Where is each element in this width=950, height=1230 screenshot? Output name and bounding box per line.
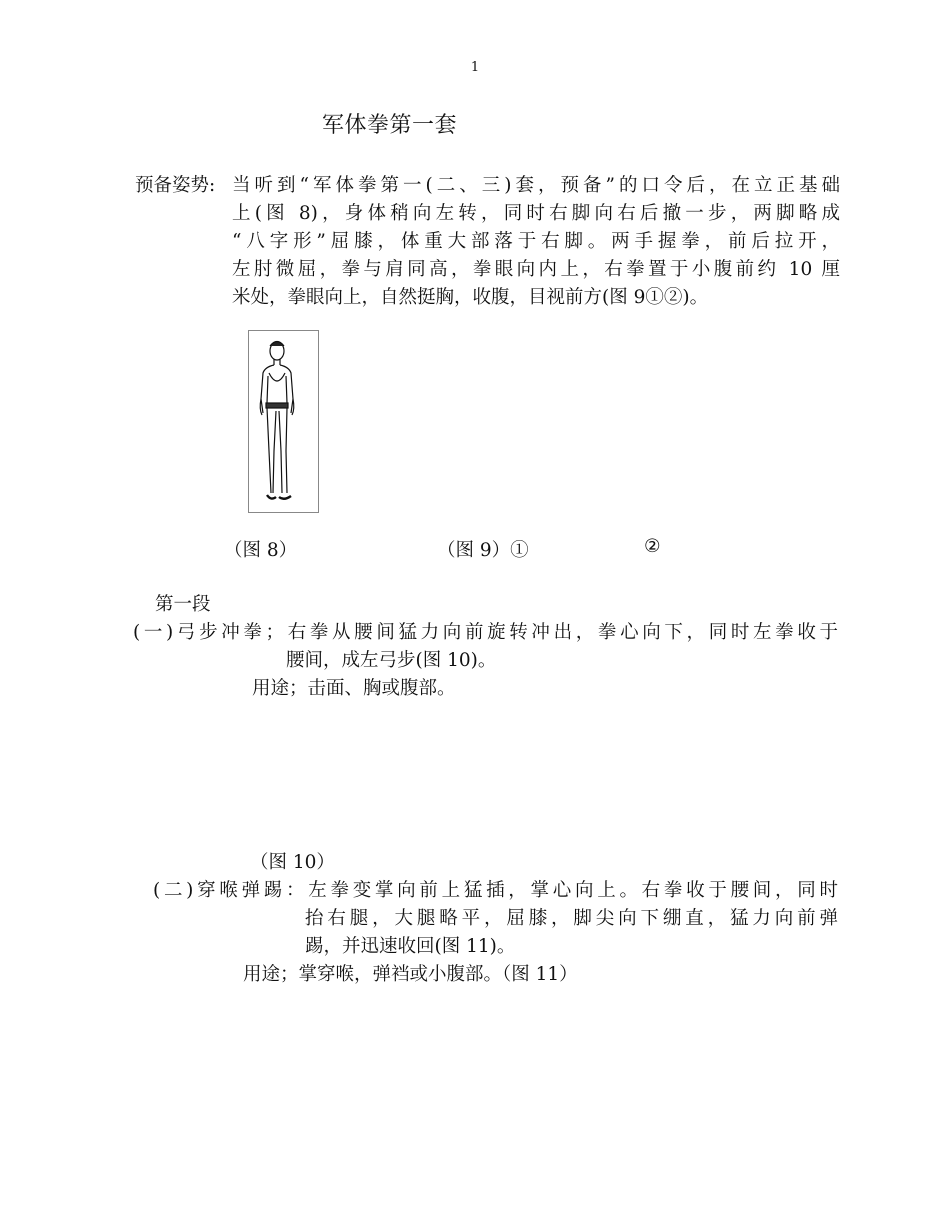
preparation-line-3: “八字形”屈膝，体重大部落于右脚。两手握拳，前后拉开， — [232, 231, 840, 252]
move-2-line-2-text: 抬右腿，大腿略平，屈膝，脚尖向下绷直，猛力向前弹 — [305, 908, 838, 929]
preparation-line-5: 米处，拳眼向上，自然挺胸，收腹，目视前方(图 9①②)。 — [232, 287, 709, 308]
preparation-label: 预备姿势: — [135, 175, 216, 196]
move-1-line-1-text: (一)弓步冲拳；右拳从腰间猛力向前旋转冲出，拳心向下，同时左拳收于 — [133, 622, 838, 643]
preparation-line-1: 当听到“军体拳第一(二、三)套，预备”的口令后，在立正基础 — [232, 175, 840, 196]
move-2-line-2 — [305, 905, 838, 933]
move-2-usage: 用途；掌穿喉，弹裆或小腹部。（图 11） — [243, 964, 578, 985]
figure-9-caption: （图 9）① — [437, 540, 529, 561]
figure-8-caption: （图 8） — [224, 540, 298, 561]
preparation-line-2: 上(图 8)，身体稍向左转，同时右脚向右后撤一步，两脚略成 — [232, 203, 840, 224]
preparation-text — [232, 172, 840, 312]
standing-figure-drawing — [249, 331, 318, 512]
move-2-line-1-text: (二)穿喉弹踢：左拳变掌向前上猛插，掌心向上。右拳收于腰间，同时 — [153, 880, 838, 901]
figure-8-illustration — [248, 330, 319, 513]
move-1-usage: 用途；击面、胸或腹部。 — [252, 678, 456, 699]
page-number: 1 — [470, 60, 480, 75]
move-2-line-1 — [153, 877, 838, 905]
figure-10-caption: （图 10） — [250, 852, 335, 873]
section-1-heading: 第一段 — [155, 594, 211, 615]
move-2-line-3: 踢，并迅速收回(图 11)。 — [305, 936, 516, 957]
preparation-line-4: 左肘微屈，拳与肩同高，拳眼向内上，右拳置于小腹前约 10 厘 — [232, 259, 840, 280]
move-1-line-1 — [133, 619, 838, 647]
page-title: 军体拳第一套 — [322, 113, 458, 138]
figure-9-2-caption: ② — [644, 536, 661, 557]
move-1-line-2: 腰间，成左弓步(图 10)。 — [286, 650, 497, 671]
